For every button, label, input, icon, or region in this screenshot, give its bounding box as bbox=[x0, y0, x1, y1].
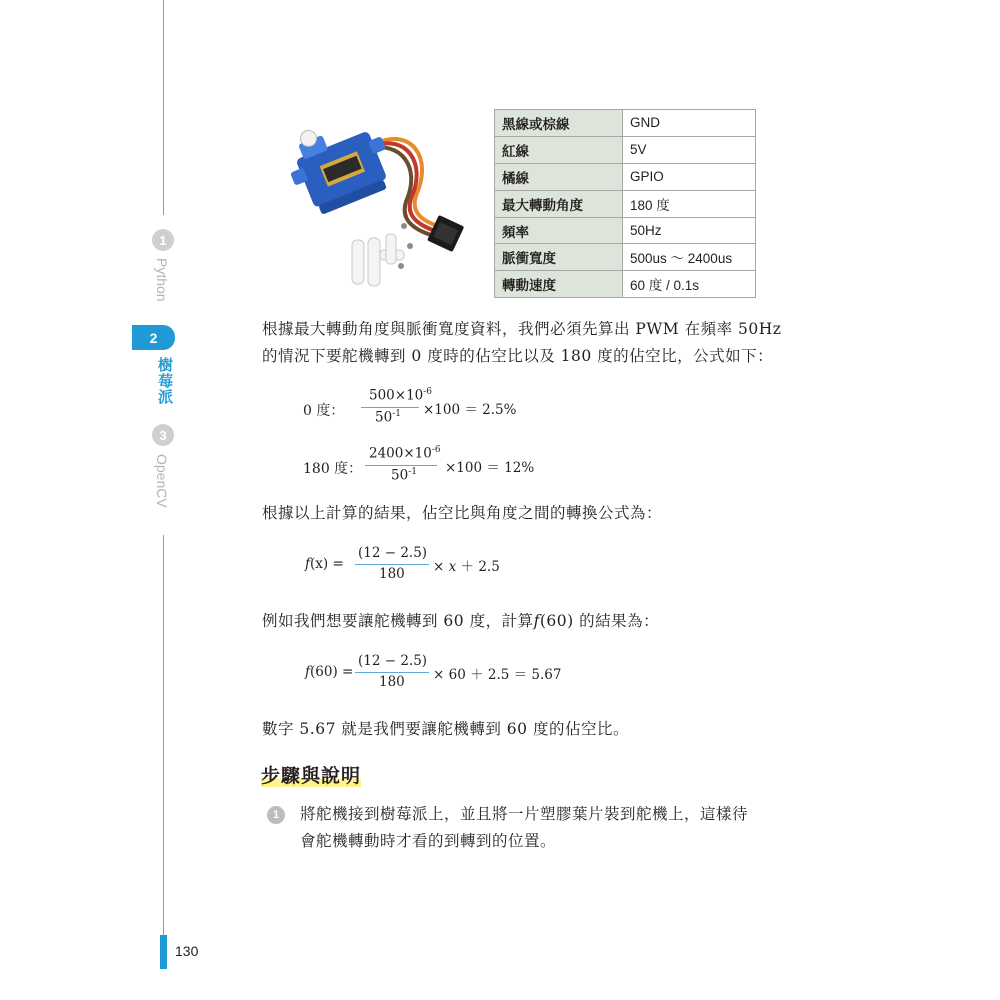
formula-fx-rest bbox=[433, 555, 500, 575]
spec-value: 50Hz bbox=[623, 217, 756, 244]
spec-value: 180 度 bbox=[623, 190, 756, 217]
chapter-3-badge bbox=[152, 424, 174, 446]
num-base: 2400×10 bbox=[369, 445, 432, 462]
formula-180-label: 180 度： bbox=[303, 461, 363, 477]
num-exp: -6 bbox=[423, 387, 433, 397]
step-1-line-2: 會舵機轉動時才看的到轉到的位置。 bbox=[300, 832, 557, 850]
var-x: x bbox=[448, 559, 457, 575]
side-rail-bottom bbox=[163, 535, 164, 935]
chapter-1-number: 1 bbox=[159, 232, 167, 248]
num-exp: -6 bbox=[431, 445, 441, 455]
spec-key: 黑線或棕線 bbox=[495, 110, 623, 137]
table-row bbox=[495, 271, 756, 298]
formula-f60-numerator: (12 − 2.5) bbox=[358, 653, 428, 669]
chapter-1-label: Python bbox=[154, 258, 170, 302]
spec-key: 頻率 bbox=[495, 217, 623, 244]
times-sign: × bbox=[433, 559, 449, 575]
num-base: 500×10 bbox=[369, 387, 424, 404]
example-part-1: 例如我們想要讓舵機轉到 60 度，計算 bbox=[262, 612, 534, 630]
fraction-line bbox=[355, 672, 429, 673]
chapter-1-badge bbox=[152, 229, 174, 251]
fraction-line bbox=[365, 465, 437, 466]
spec-key: 脈衝寬度 bbox=[495, 244, 623, 271]
formula-f60-lhs bbox=[305, 664, 353, 680]
formula-fx bbox=[305, 545, 605, 585]
chapter-3-label: OpenCV bbox=[154, 454, 170, 508]
spec-value: GPIO bbox=[623, 163, 756, 190]
intro-line-1: 根據最大轉動角度與脈衝寬度資料，我們必須先算出 PWM 在頻率 50Hz bbox=[262, 320, 782, 338]
page-number-bar bbox=[160, 935, 167, 969]
formula-180-numerator bbox=[369, 445, 441, 462]
servo-motor-image bbox=[282, 108, 482, 298]
spec-key: 最大轉動角度 bbox=[495, 190, 623, 217]
table-row bbox=[495, 163, 756, 190]
fn-arg: (x) bbox=[310, 556, 329, 572]
spec-key: 橘線 bbox=[495, 163, 623, 190]
formula-180-rest: ×100 ＝ 12% bbox=[445, 460, 535, 476]
page-number: 130 bbox=[175, 943, 199, 959]
section-heading-text: 步驟與說明 bbox=[261, 765, 362, 787]
result-text: 數字 5.67 就是我們要讓舵機轉到 60 度的佔空比。 bbox=[262, 720, 629, 738]
step-1-badge bbox=[267, 806, 285, 824]
den-exp: -1 bbox=[392, 409, 401, 419]
den-base: 50 bbox=[391, 467, 409, 484]
example-text bbox=[262, 608, 782, 635]
table-row bbox=[495, 136, 756, 163]
fn-symbol: f bbox=[305, 556, 310, 572]
chapter-2-number: 2 bbox=[149, 329, 158, 346]
den-base: 50 bbox=[375, 409, 393, 426]
formula-f60-denominator: 180 bbox=[379, 674, 405, 690]
equals-sign: = bbox=[337, 664, 354, 680]
formula-f60 bbox=[305, 653, 625, 693]
fn-arg: (60) bbox=[310, 664, 338, 680]
step-1-number: 1 bbox=[272, 809, 280, 821]
formula-fx-numerator: (12 − 2.5) bbox=[358, 545, 428, 561]
formula-fx-lhs bbox=[305, 556, 344, 572]
table-row bbox=[495, 217, 756, 244]
equals-sign: = bbox=[328, 556, 344, 572]
servo-spec-table bbox=[494, 109, 756, 298]
plus-term: ＋ 2.5 bbox=[456, 559, 500, 575]
table-row bbox=[495, 244, 756, 271]
intro-paragraph bbox=[262, 316, 782, 370]
formula-180-denominator bbox=[391, 467, 417, 484]
spec-key: 紅線 bbox=[495, 136, 623, 163]
step-1-text bbox=[300, 801, 780, 855]
intro-line-2: 的情況下要舵機轉到 0 度時的佔空比以及 180 度的佔空比，公式如下： bbox=[262, 347, 774, 365]
fraction-line bbox=[355, 564, 429, 565]
formula-f60-rest: × 60 ＋ 2.5 ＝ 5.67 bbox=[433, 667, 562, 683]
chapter-2-tab bbox=[132, 325, 175, 350]
spec-value: 500us ～ 2400us bbox=[623, 244, 756, 271]
formula-0-rest: ×100 ＝ 2.5% bbox=[423, 402, 517, 418]
spec-value: 60 度 / 0.1s bbox=[623, 271, 756, 298]
formula-fx-denominator: 180 bbox=[379, 566, 405, 582]
example-fn: f bbox=[533, 612, 540, 630]
chapter-3-number: 3 bbox=[159, 427, 167, 443]
spec-value: GND bbox=[623, 110, 756, 137]
formula-180-degree bbox=[303, 443, 623, 493]
den-exp: -1 bbox=[408, 467, 417, 477]
section-heading bbox=[261, 761, 361, 788]
fraction-line bbox=[361, 407, 419, 408]
formula-0-degree bbox=[303, 385, 603, 435]
spec-value: 5V bbox=[623, 136, 756, 163]
formula-0-label: 0 度： bbox=[303, 403, 345, 419]
chapter-2-label: 樹莓派 bbox=[156, 357, 173, 405]
table-row bbox=[495, 190, 756, 217]
table-row bbox=[495, 110, 756, 137]
fn-symbol: f bbox=[305, 664, 310, 680]
side-rail-top bbox=[163, 0, 164, 215]
step-1-line-1: 將舵機接到樹莓派上，並且將一片塑膠葉片裝到舵機上，這樣待 bbox=[300, 805, 749, 823]
conversion-text: 根據以上計算的結果，佔空比與角度之間的轉換公式為： bbox=[262, 504, 663, 522]
formula-0-denominator bbox=[375, 409, 401, 426]
spec-key: 轉動速度 bbox=[495, 271, 623, 298]
example-part-2: (60) 的結果為： bbox=[539, 612, 660, 630]
